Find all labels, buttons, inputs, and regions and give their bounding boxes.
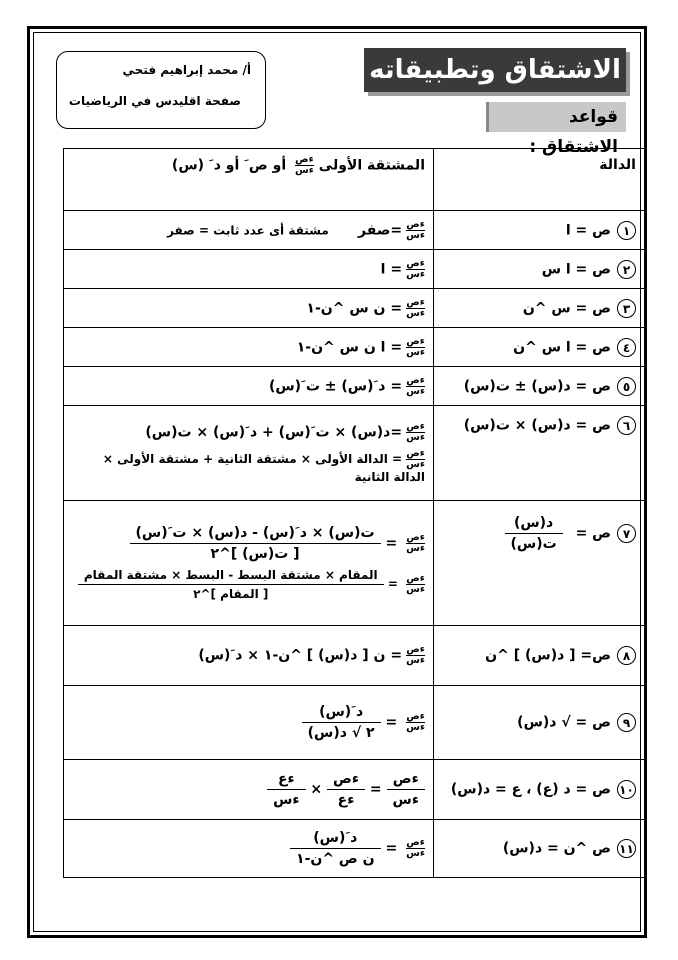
sqrt-derivative-fraction: $\frac{\text{د َ(س)}}{\text{٢ √ د(س)}}$ — [302, 704, 381, 741]
table-row — [64, 328, 645, 367]
function-fraction: $\frac{\text{د(س)}}{\text{ت(س)}}$ — [505, 515, 563, 552]
dy-dx-symbol: ءص ءس — [406, 296, 425, 319]
dy-dx-symbol: ءص ءس — [406, 573, 425, 595]
dy-dx-symbol: ءص ءس — [295, 154, 314, 176]
table-row: ١١ص ^ن = د(س) ءص ءس = $\frac{\text{د َ(س)}}{\text{ن ص \textasciicircum{}ن-١}}$ — [64, 820, 645, 878]
function-cell: ص= [ د(س) ] ^ن — [485, 647, 611, 664]
author-page: صفحة اقليدس في الرياضيات — [68, 94, 241, 108]
header-function: الدالة — [434, 149, 645, 211]
dy-dx-symbol: ءص ءس — [406, 532, 425, 554]
row-number: ٥ — [617, 377, 636, 396]
row-number: ٤ — [617, 338, 636, 357]
row-number: ١ — [617, 221, 636, 240]
function-cell: ص = ا س ^ن — [513, 339, 611, 355]
dy-dx-symbol: ءص ءس — [406, 448, 425, 470]
dy-dx-symbol: ءص ءس — [406, 837, 425, 859]
function-cell: ص ^ن = د(س) — [502, 840, 611, 857]
row-number: ٩ — [617, 713, 636, 732]
dy-dx-symbol: ءص ءس — [406, 257, 425, 280]
table-row — [64, 626, 645, 686]
derivative-cell: = د َ(س) ± ت َ(س) — [268, 378, 403, 394]
table-row — [64, 211, 645, 250]
row-number: ٣ — [617, 299, 636, 318]
rule-note: مشتقة أى عدد ثابت = صفر — [167, 223, 329, 237]
dy-dx-symbol: ءص ءس — [406, 711, 425, 733]
quotient-rule-fraction: $\frac{\text{ت(س) × د َ(س) - د(س) × ت َ(س)}}{\text{[ ت(س) ]\textasciicircum{}٢}}$ — [130, 525, 381, 562]
function-cell: ص = د(س) ± ت(س) — [463, 378, 611, 394]
dy-dx-symbol: ءص ءس — [406, 421, 425, 443]
function-prefix: ص = — [575, 525, 611, 542]
rule-note: = الدالة الأولى × مشتقة الثانية + مشتقة الأولى × الدالة الثانية — [102, 452, 425, 484]
dy-dx-symbol: ءص ءس — [406, 218, 425, 241]
author-name: أ/ محمد إبراهيم فتحي — [122, 63, 251, 77]
function-cell: ص = س ^ن — [522, 300, 611, 316]
chain-dy-du: $\frac{\text{ءص}}{\text{ءع}}$ — [327, 771, 365, 808]
dy-dx-symbol: ءص ءس — [406, 335, 425, 358]
function-cell: ص = د(س) × ت(س) — [463, 417, 611, 434]
row-number: ٢ — [617, 260, 636, 279]
table-row — [64, 367, 645, 406]
table-row — [64, 250, 645, 289]
function-cell: ص = ا — [565, 222, 611, 238]
row-number: ١٠ — [617, 780, 636, 799]
header-derivative: المشتقة الأولى ءص ءس أو ص َ أو د َ (س) — [64, 149, 434, 211]
table-row: ٩ص = √ د(س) ءص ءس = $\frac{\text{د َ(س)}}{\text{٢ √ د(س)}}$ — [64, 686, 645, 760]
section-subtitle: قواعد الاشتقاق : — [486, 102, 626, 132]
function-cell: ص = د (ع) ، ع = د(س) — [450, 781, 611, 798]
row-number: ١١ — [617, 839, 636, 858]
page-title: الاشتقاق وتطبيقاته — [364, 48, 626, 92]
chain-du-dx: $\frac{\text{ءع}}{\text{ءس}}$ — [267, 771, 305, 808]
function-cell: ص = ا س — [541, 261, 611, 277]
implicit-derivative-fraction: $\frac{\text{د َ(س)}}{\text{ن ص \textasciicircum{}ن-١}}$ — [290, 830, 381, 867]
chain-dy-dx: $\frac{\text{ءص}}{\text{ءس}}$ — [387, 771, 425, 808]
dy-dx-symbol: ءص ءس — [406, 644, 425, 666]
table-row — [64, 289, 645, 328]
quotient-rule-note: $\frac{\text{المقام × مشتقة البسط - البسط × مشتقة المقام}}{\text{[ المقام ]\textasciicircum{}٢}}$ — [78, 568, 384, 601]
author-box — [56, 51, 266, 129]
derivative-rules-table — [63, 148, 645, 878]
table-row: ٧ص = $\frac{\text{د(س)}}{\text{ت(س)}}$ ءص ءس = $\frac{\text{ت(س) × د َ(س) - د(س) × ت َ(س)}}{\text{[ ت(س) ]\textasciicircum{}٢}}$ ءص ءس = $\frac{\text{المقام × مشتقة البسط - البسط × مشتقة المقام}}{\text{[ المقام ]\textasciicircum{}٢}}$ — [64, 501, 645, 626]
row-number: ٧ — [617, 524, 636, 543]
row-number: ٨ — [617, 646, 636, 665]
derivative-cell: = ا — [380, 261, 403, 277]
dy-dx-symbol: ءص ءس — [406, 374, 425, 397]
derivative-cell: =صفر — [358, 222, 403, 238]
derivative-cell: = ن س ^ن-١ — [306, 300, 403, 316]
derivative-cell: =د(س) × ت َ(س) + د َ(س) × ت(س) — [145, 424, 403, 441]
table-row — [64, 406, 645, 501]
function-cell: ص = √ د(س) — [517, 714, 611, 731]
derivative-cell: = ن [ د(س) ] ^ن-١ × د َ(س) — [198, 647, 403, 664]
table-row: ١٠ص = د (ع) ، ع = د(س) $\frac{\text{ءص}}{\text{ءس}}$ = $\frac{\text{ءص}}{\text{ءع}}$ × $\frac{\text{ءع}}{\text{ءس}}$ — [64, 760, 645, 820]
table-header-row — [64, 149, 645, 211]
row-number: ٦ — [617, 416, 636, 435]
derivative-cell: = ا ن س ^ن-١ — [296, 339, 403, 355]
